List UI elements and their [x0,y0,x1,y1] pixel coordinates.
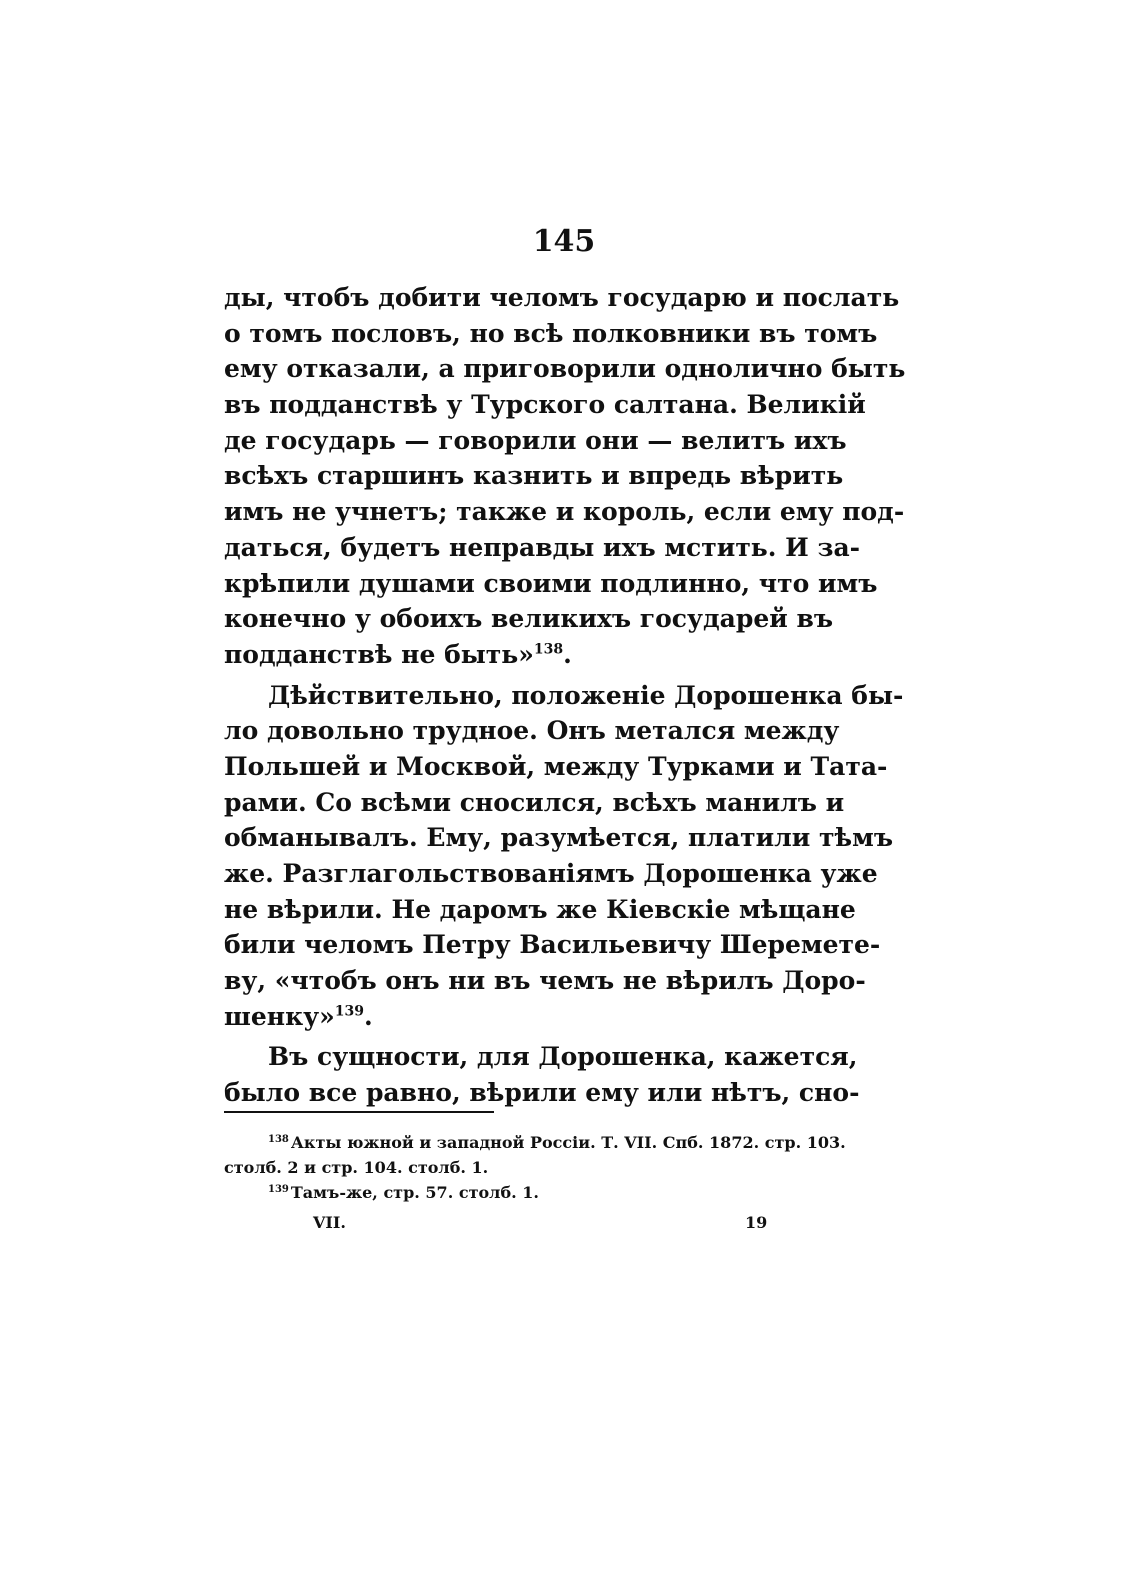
text-line: Дѣйствительно, положеніе Дорошенка бы- [268,680,904,710]
footnotes [224,1130,846,1205]
line-end-punct: . [364,1001,373,1031]
text-line: было все равно, вѣрили ему или нѣтъ, сно- [224,1078,860,1108]
footnote-mark-139: 139 [268,1183,289,1195]
volume-signature: VII. [313,1213,346,1232]
text-line-with-ref [224,999,812,1035]
text-line-with-ref [224,637,812,673]
footnote-139 [224,1180,812,1205]
text-line: Польшей и Москвой, между Турками и Тата- [224,751,888,781]
footnote-text: Тамъ-же, стр. 57. столб. 1. [290,1183,539,1202]
text-line: всѣхъ старшинъ казнить и впредь вѣрить [224,461,844,491]
text-line: ло довольно трудное. Онъ метался между [224,716,840,746]
text-line: имъ не учнетъ; также и король, если ему под- [224,497,905,527]
text-line: обманывалъ. Ему, разумѣется, платили тѣмъ [224,823,894,853]
text-line: ву, «чтобъ онъ ни въ чемъ не вѣрилъ Доро- [224,966,866,996]
page-number: 145 [532,224,596,259]
text-line: де государь — говорили они — велитъ ихъ [224,425,847,455]
line-end-punct: . [563,639,572,669]
text-line: ды, чтобъ добити челомъ государю и послать [224,283,900,312]
text-line: били челомъ Петру Васильевичу Шереметe- [224,930,881,960]
footnote-138 [224,1130,846,1155]
text-line: конечно у обоихъ великихъ государей въ [224,604,834,634]
text-line: рами. Со всѣми сносился, всѣхъ манилъ и [224,787,845,817]
text-line: же. Разглагольствованіямъ Дорошенка уже [224,859,878,888]
text-line: въ подданствѣ у Турского салтана. Великій [224,390,866,420]
text-line: крѣпили душами своими подлинно, что имъ [224,568,878,598]
text-line: Въ сущности, для Дорошенка, кажется, [268,1042,858,1072]
footnote-text: Акты южной и западной Россіи. Т. VII. Спб. 1872. стр. 103. [290,1133,846,1152]
footnote-ref-139[interactable]: 139 [334,1003,364,1020]
text-line: подданствѣ не быть» [224,639,534,669]
text-line: не вѣрили. Не даромъ же Кіевскіе мѣщане [224,894,856,924]
footnote-divider [224,1111,494,1113]
text-line: даться, будетъ неправды ихъ мстить. И за- [224,532,861,562]
sheet-signature: 19 [745,1213,768,1232]
text-line: шенку» [224,1001,335,1031]
body-text [224,280,906,1111]
text-line: ему отказали, а приговорили однолично быть [224,354,906,384]
footnote-text: столб. 2 и стр. 104. столб. 1. [224,1158,489,1177]
text-line: о томъ пословъ, но всѣ полковники въ томъ [224,318,878,348]
footnote-ref-138[interactable]: 138 [533,641,564,658]
footnote-mark-138: 138 [268,1133,289,1145]
